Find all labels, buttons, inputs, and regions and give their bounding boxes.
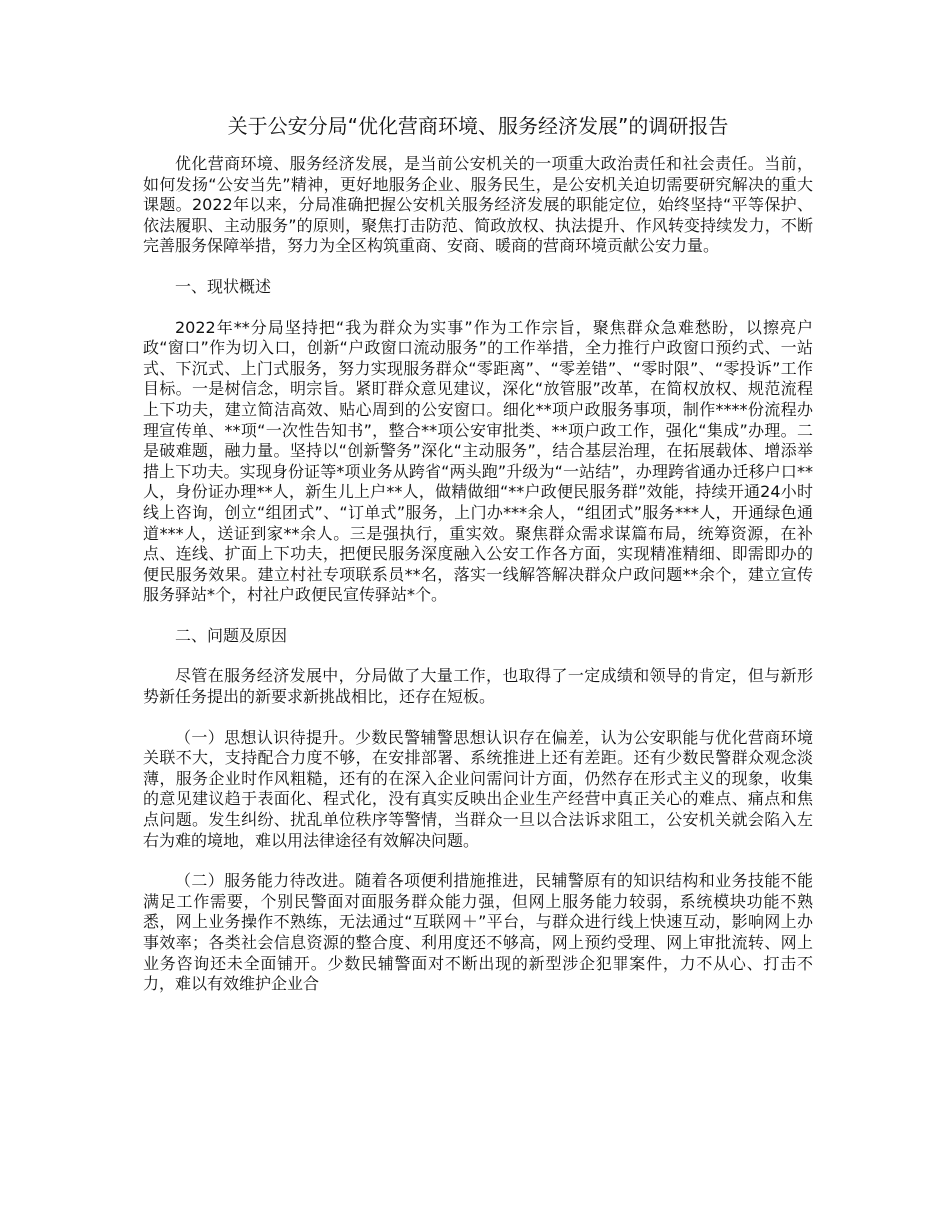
paragraph-gap [143,257,813,277]
problems-intro-paragraph: 尽管在服务经济发展中，分局做了大量工作，也取得了一定成绩和领导的肯定，但与新形势新任务提出的新要求新挑战相比，还存在短板。 [143,666,813,707]
section-heading-overview: 一、现状概述 [175,276,272,296]
paragraph-gap [143,646,813,666]
overview-paragraph: 2022年**分局坚持把“我为群众为实事”作为工作宗旨，聚焦群众急难愁盼，以擦亮户政“窗口”作为切入口，创新“户政窗口流动服务”的工作举措，全力推行户政窗口预约式、一站式、下沉式、上门式服务，努力实现服务群众“零距离”、“零差错”、“零时限”、“零投诉”工作目标。一是树信念，明宗旨。紧盯群众意见建议，深化“放管服”改革，在简权放权、规范流程上下功夫，建立简洁高效、贴心周到的公安窗口。细化**项户政服务事项，制作****份流程办理宣传单、**项“一次性告知书”，整合**项公安审批类、**项户政工作，强化“集成”办理。二是破难题，融力量。坚持以“创新警务”深化“主动服务”，结合基层治理，在拓展载体、增添举措上下功夫。实现身份证等*项业务从跨省“两头跑”升级为“一站结”，办理跨省通办迁移户口**人，身份证办理**人，新生儿上户**人，做精做细“**户政便民服务群”效能，持续开通24小时线上咨询，创立“组团式”、“订单式”服务，上门办***余人，“组团式”服务***人，开通绿色通道***人，送证到家**余人。三是强执行，重实效。聚焦群众需求谋篇布局，统筹资源，在补点、连线、扩面上下功夫，把便民服务深度融入公安工作各方面，实现精准精细、即需即办的便民服务效果。建立村社专项联系员**名，落实一线解答解决群众户政问题**余个，建立宣传服务驿站*个，村社户政便民宣传驿站*个。 [143,317,813,605]
paragraph-gap [143,851,813,871]
paragraph-gap [143,708,813,728]
section-heading-problems: 二、问题及原因 [175,625,288,645]
intro-paragraph: 优化营商环境、服务经济发展，是当前公安机关的一项重大政治责任和社会责任。当前，如何发扬“公安当先”精神，更好地服务企业、服务民生，是公安机关迫切需要研究解决的重大课题。2022年以来，分局准确把握公安机关服务经济发展的职能定位，始终坚持“平等保护、依法履职、主动服务”的原则，聚焦打击防范、简政放权、执法提升、作风转变持续发力，不断完善服务保障举措，努力为全区构筑重商、安商、暖商的营商环境贡献公安力量。 [143,154,813,256]
paragraph-gap [143,298,813,318]
problem-thinking-paragraph: （一）思想认识待提升。少数民警辅警思想认识存在偏差，认为公安职能与优化营商环境关联不大，支持配合力度不够，在安排部署、系统推进上还有差距。还有少数民警群众观念淡薄，服务企业时作风粗糙，还有的在深入企业问需问计方面，仍然存在形式主义的现象，收集的意见建议趋于表面化、程式化，没有真实反映出企业生产经营中真正关心的难点、痛点和焦点问题。发生纠纷、扰乱单位秩序等警情，当群众一旦以合法诉求阻工，公安机关就会陷入左右为难的境地，难以用法律途径有效解决问题。 [143,727,813,850]
problem-service-paragraph: （二）服务能力待改进。随着各项便利措施推进，民辅警原有的知识结构和业务技能不能满足工作需要，个别民警面对面服务群众能力强，但网上服务能力较弱，系统模块功能不熟悉，网上业务操作不熟练，无法通过“互联网＋”平台，与群众进行线上快速互动，影响网上办事效率；各类社会信息资源的整合度、利用度还不够高，网上预约受理、网上审批流转、网上业务咨询还未全面铺开。少数民辅警面对不断出现的新型涉企犯罪案件，力不从心、打击不力，难以有效维护企业合 [143,871,813,994]
document-title: 关于公安分局“优化营商环境、服务经济发展”的调研报告 [227,114,729,138]
paragraph-gap [143,606,813,626]
document-page [143,112,813,995]
